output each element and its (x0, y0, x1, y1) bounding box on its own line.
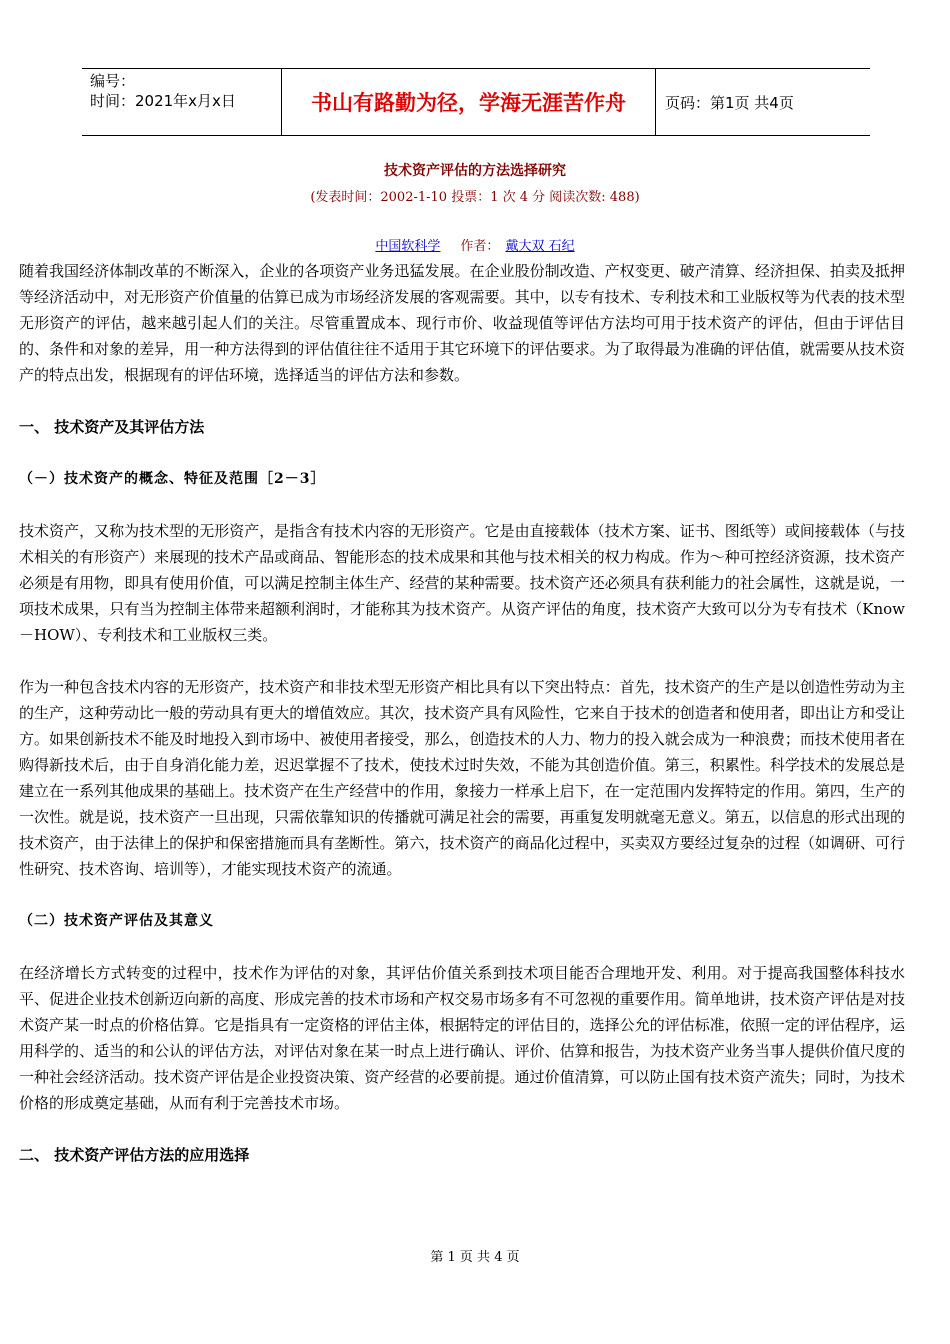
article-body (19, 258, 905, 1168)
subsection-1-heading: （－）技术资产的概念、特征及范围［2－3］ (19, 471, 326, 487)
header-motto: 书山有路勤为径，学海无涯苦作舟 (282, 69, 656, 135)
header-meta-cell (82, 69, 282, 135)
source-link[interactable]: 中国软科学 (375, 239, 441, 254)
document-time-label: 时间：2021年x月x日 (90, 92, 236, 110)
intro-paragraph: 随着我国经济体制改革的不断深入，企业的各项资产业务迅猛发展。在企业股份制改造、产权变更、破产清算、经济担保、拍卖及抵押等经济活动中，对无形资产价值量的估算已成为市场经济发展的客观需要。其中，以专有技术、专利技术和工业版权等为代表的技术型无形资产的评估，越来越引起人们的关注。尽管重置成本、现行市价、收益现值等评估方法均可用于技术资产的评估，但由于评估目的、条件和对象的差异，用一种方法得到的评估值往往不适用于其它环境下的评估要求。为了取得最为准确的评估值，就需要从技术资产的特点出发，根据现有的评估环境，选择适当的评估方法和参数。 (19, 262, 905, 384)
subsection-2-heading: （二）技术资产评估及其意义 (19, 913, 214, 929)
article-meta: (发表时间：2002-1-10 投票：1 次 4 分 阅读次数: 488) (310, 190, 640, 205)
header-page-label: 页码：第1页 共4页 (665, 93, 794, 112)
author-label: 作者： (460, 239, 500, 254)
section-2-heading: 二、 技术资产评估方法的应用选择 (19, 1146, 250, 1164)
document-number-label: 编号： (90, 72, 136, 90)
subsection-2-paragraph-1: 在经济增长方式转变的过程中，技术作为评估的对象，其评估价值关系到技术项目能否合理地开发、利用。对于提高我国整体科技水平、促进企业技术创新迈向新的高度、形成完善的技术市场和产权交易市场多有不可忽视的重要作用。简单地讲，技术资产评估是对技术资产某一时点的价格估算。它是指具有一定资格的评估主体，根据特定的评估目的，选择公允的评估标准，依照一定的评估程序，运用科学的、适当的和公认的评估方法，对评估对象在某一时点上进行确认、评价、估算和报告，为技术资产业务当事人提供价值尺度的一种社会经济活动。技术资产评估是企业投资决策、资产经营的必要前提。通过价值清算，可以防止国有技术资产流失；同时，为技术价格的形成奠定基础，从而有利于完善技术市场。 (19, 964, 905, 1112)
article-byline (0, 235, 950, 254)
document-header (82, 68, 870, 136)
article-title: 技术资产评估的方法选择研究 (384, 163, 566, 179)
page-footer: 第 1 页 共 4 页 (430, 1250, 520, 1265)
authors-link[interactable]: 戴大双 石纪 (505, 239, 575, 254)
subsection-1-paragraph-1: 技术资产，又称为技术型的无形资产，是指含有技术内容的无形资产。它是由直接载体（技术方案、证书、图纸等）或间接载体（与技术相关的有形资产）来展现的技术产品或商品、智能形态的技术成果和其他与技术相关的权力构成。作为～种可控经济资源，技术资产必须是有用物，即具有使用价值，可以满足控制主体生产、经营的某种需要。技术资产还必须具有获利能力的社会属性，这就是说，一项技术成果，只有当为控制主体带来超额利润时，才能称其为技术资产。从资产评估的角度，技术资产大致可以分为专有技术（Know－HOW）、专利技术和工业版权三类。 (19, 522, 905, 644)
subsection-1-paragraph-2: 作为一种包含技术内容的无形资产，技术资产和非技术型无形资产相比具有以下突出特点：首先，技术资产的生产是以创造性劳动为主的生产，这种劳动比一般的劳动具有更大的增值效应。其次，技术资产具有风险性，它来自于技术的创造者和使用者，即出让方和受让方。如果创新技术不能及时地投入到市场中、被使用者接受，那么，创造技术的人力、物力的投入就会成为一种浪费；而技术使用者在购得新技术后，由于自身消化能力差，迟迟掌握不了技术，使技术过时失效，不能为其创造价值。第三，积累性。科学技术的发展总是建立在一系列其他成果的基础上。技术资产在生产经营中的作用，象接力一样承上启下，在一定范围内发挥特定的作用。第四，生产的一次性。就是说，技术资产一旦出现，只需依靠知识的传播就可满足社会的需要，再重复发明就毫无意义。第五，以信息的形式出现的技术资产，由于法律上的保护和保密措施而具有垄断性。第六，技术资产的商品化过程中，买卖双方要经过复杂的过程（如调研、可行性研究、技术咨询、培训等），才能实现技术资产的流通。 (19, 678, 905, 878)
section-1-heading: 一、 技术资产及其评估方法 (19, 418, 205, 436)
